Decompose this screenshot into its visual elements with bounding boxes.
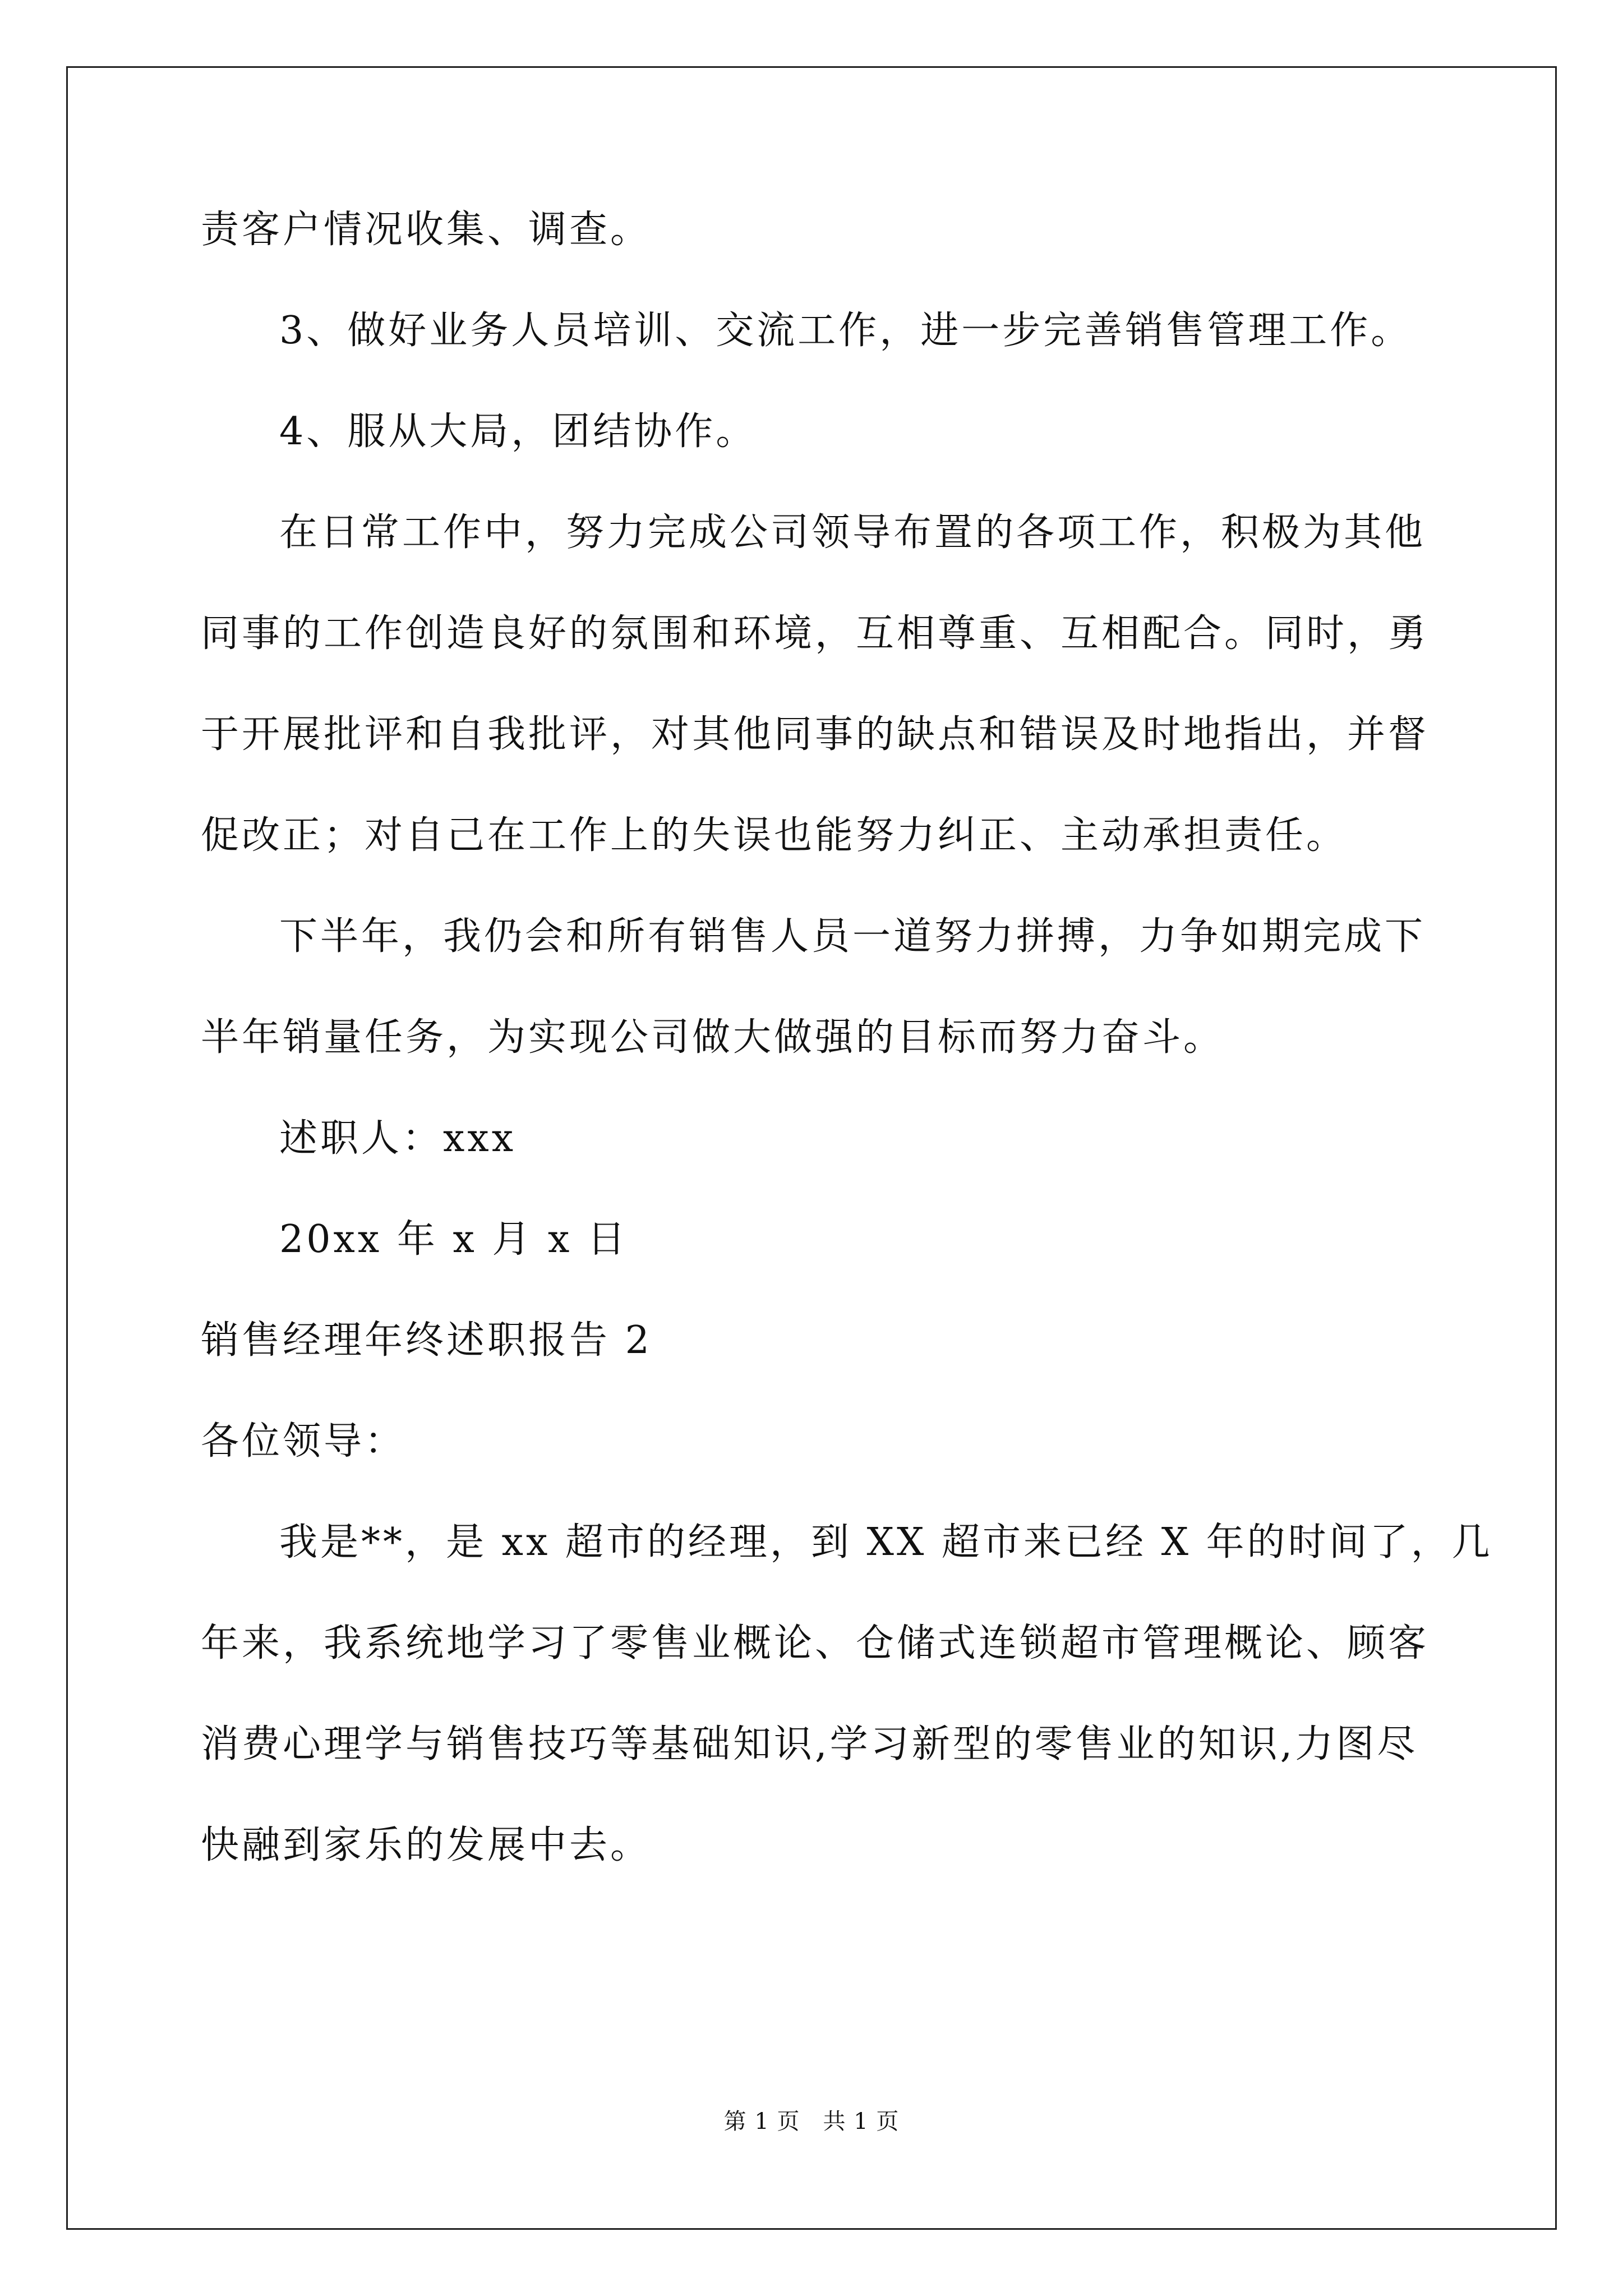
text-line-17: 快融到家乐的发展中去。: [201, 1823, 652, 1867]
salutation-line: 各位领导：: [201, 1419, 406, 1464]
page-number-footer: 第 1 页 共 1 页: [723, 2109, 900, 2134]
signatory-line: 述职人：xxx: [279, 1116, 517, 1161]
text-line-7: 促改正；对自己在工作上的失误也能努力纠正、主动承担责任。: [201, 813, 1348, 858]
text-line-4: 在日常工作中，努力完成公司领导布置的各项工作，积极为其他: [279, 510, 1426, 555]
section-heading: 销售经理年终述职报告 2: [201, 1318, 652, 1363]
text-line-16: 消费心理学与销售技巧等基础知识,学习新型的零售业的知识,力图尽: [201, 1722, 1418, 1766]
text-line-3: 4、服从大局，团结协作。: [279, 409, 757, 454]
text-line-5: 同事的工作创造良好的氛围和环境，互相尊重、互相配合。同时，勇: [201, 611, 1430, 656]
text-line-2: 3、做好业务人员培训、交流工作，进一步完善销售管理工作。: [279, 309, 1412, 353]
text-line-1: 责客户情况收集、调查。: [201, 208, 652, 252]
text-line-15: 年来，我系统地学习了零售业概论、仓储式连锁超市管理概论、顾客: [201, 1621, 1430, 1665]
date-line: 20xx 年 x 月 x 日: [279, 1217, 629, 1262]
text-line-8: 下半年，我仍会和所有销售人员一道努力拼搏，力争如期完成下: [279, 914, 1426, 959]
text-line-6: 于开展批评和自我批评，对其他同事的缺点和错误及时地指出，并督: [201, 712, 1430, 757]
text-line-9: 半年销量任务，为实现公司做大做强的目标而努力奋斗。: [201, 1015, 1225, 1060]
text-line-14: 我是**，是 xx 超市的经理，到 XX 超市来已经 X 年的时间了，几: [279, 1520, 1493, 1565]
